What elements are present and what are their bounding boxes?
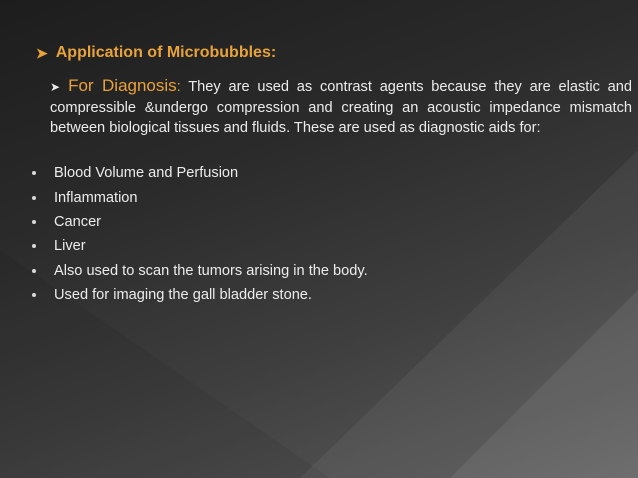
list-item-text: Used for imaging the gall bladder stone. bbox=[54, 287, 312, 304]
bullet-dot-icon bbox=[32, 171, 36, 175]
list-item bbox=[30, 234, 368, 258]
bullet-dot-icon bbox=[32, 293, 36, 297]
list-item bbox=[30, 259, 368, 283]
bullet-dot-icon bbox=[32, 244, 36, 248]
list-item bbox=[30, 210, 368, 234]
list-item bbox=[30, 185, 368, 209]
heading-text: Application of Microbubbles: bbox=[55, 44, 277, 61]
list-item-text: Liver bbox=[54, 238, 86, 255]
list-item-text: Also used to scan the tumors arising in the body. bbox=[54, 262, 368, 279]
bullet-dot-icon bbox=[32, 269, 36, 273]
bullet-dot-icon bbox=[32, 220, 36, 224]
slide-heading bbox=[36, 44, 276, 62]
diagnosis-keyword: For Diagnosis bbox=[68, 76, 177, 95]
bullet-dot-icon bbox=[32, 196, 36, 200]
arrow-bullet-icon: ➤ bbox=[50, 80, 61, 94]
arrow-bullet-icon: ➤ bbox=[36, 44, 48, 61]
list-item bbox=[30, 283, 368, 307]
diagnosis-colon: : bbox=[176, 79, 181, 95]
diagnosis-text: They are used as contrast agents because they are elastic and compressible &undergo compression and creating an acoustic impedance mismatch between biological tissues and fluids. These are used as diagnostic aids for: bbox=[50, 79, 632, 136]
list-item bbox=[30, 161, 368, 185]
list-item-text: Inflammation bbox=[54, 189, 138, 206]
list-item-text: Cancer bbox=[54, 213, 102, 230]
bullet-list bbox=[30, 161, 368, 307]
list-item-text: Blood Volume and Perfusion bbox=[54, 165, 239, 182]
diagnosis-paragraph bbox=[50, 76, 632, 139]
